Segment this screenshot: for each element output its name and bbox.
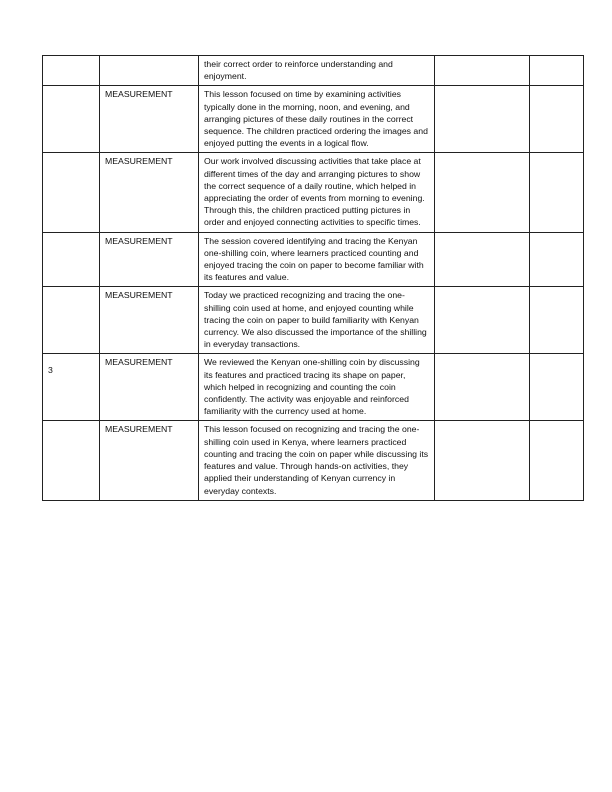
table-row bbox=[43, 232, 584, 287]
reflection-cell: This lesson focused on recognizing and tracing the one-shilling coin used in Kenya, where learners practiced counting and tracing the coin on paper while discussing its features and value. Through hands-on activities, they applied their understanding of Kenyan currency in everyday contexts. bbox=[199, 421, 435, 500]
strand-cell: MEASUREMENT bbox=[100, 354, 199, 421]
week-cell bbox=[43, 56, 100, 86]
empty-cell bbox=[530, 421, 584, 500]
empty-cell bbox=[435, 421, 530, 500]
strand-cell: MEASUREMENT bbox=[100, 153, 199, 232]
strand-cell: MEASUREMENT bbox=[100, 232, 199, 287]
table-row bbox=[43, 153, 584, 232]
empty-cell bbox=[530, 56, 584, 86]
empty-cell bbox=[435, 232, 530, 287]
empty-cell bbox=[530, 232, 584, 287]
week-number: 3 bbox=[48, 365, 53, 376]
table-row bbox=[43, 287, 584, 354]
reflection-cell: We reviewed the Kenyan one-shilling coin by discussing its features and practiced tracing its shape on paper, which helped in recognizing and counting the coin confidently. The activity was enjoyable and reinforced familiarity with the currency used at home. bbox=[199, 354, 435, 421]
strand-cell: MEASUREMENT bbox=[100, 86, 199, 153]
empty-cell bbox=[530, 354, 584, 421]
week-cell bbox=[43, 153, 100, 232]
table-row bbox=[43, 86, 584, 153]
empty-cell bbox=[435, 354, 530, 421]
week-cell bbox=[43, 354, 100, 421]
strand-cell: MEASUREMENT bbox=[100, 421, 199, 500]
week-cell bbox=[43, 86, 100, 153]
empty-cell bbox=[435, 287, 530, 354]
empty-cell bbox=[435, 56, 530, 86]
reflection-cell: Today we practiced recognizing and tracing the one-shilling coin used at home, and enjoyed counting while tracing the coin on paper to build familiarity with Kenyan currency. We also discussed the importance of the shilling in everyday transactions. bbox=[199, 287, 435, 354]
table-row bbox=[43, 56, 584, 86]
reflection-cell: The session covered identifying and tracing the Kenyan one-shilling coin, where learners practiced counting and enjoyed tracing the coin on paper to become familiar with its features and value. bbox=[199, 232, 435, 287]
week-cell bbox=[43, 232, 100, 287]
strand-cell: MEASUREMENT bbox=[100, 287, 199, 354]
table-row bbox=[43, 354, 584, 421]
empty-cell bbox=[530, 86, 584, 153]
empty-cell bbox=[530, 287, 584, 354]
empty-cell bbox=[435, 86, 530, 153]
reflection-table bbox=[42, 55, 584, 501]
strand-cell bbox=[100, 56, 199, 86]
empty-cell bbox=[530, 153, 584, 232]
week-cell bbox=[43, 421, 100, 500]
table-row bbox=[43, 421, 584, 500]
empty-cell bbox=[435, 153, 530, 232]
week-cell bbox=[43, 287, 100, 354]
reflection-cell: This lesson focused on time by examining activities typically done in the morning, noon, and evening, and arranging pictures of these daily routines in the correct sequence. The children practiced ordering the images and enjoyed putting the events in a logical flow. bbox=[199, 86, 435, 153]
reflection-cell: their correct order to reinforce understanding and enjoyment. bbox=[199, 56, 435, 86]
reflection-cell: Our work involved discussing activities that take place at different times of the day and arranging pictures to show the correct sequence of a daily routine, which helped in appreciating the order of events from morning to evening. Through this, the children practiced putting pictures in order and enjoyed connecting activities to specific times. bbox=[199, 153, 435, 232]
